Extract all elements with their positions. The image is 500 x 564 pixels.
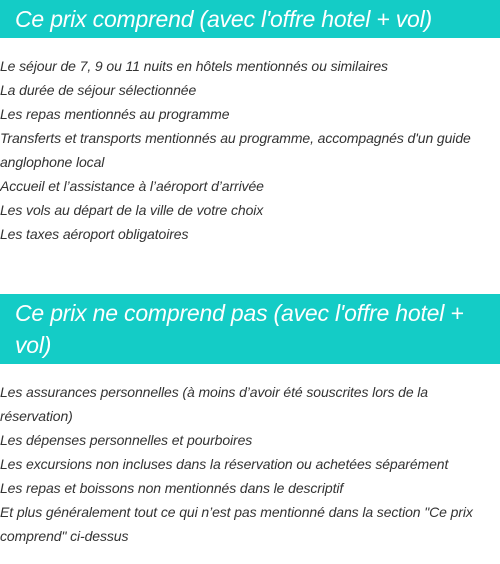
list-item: Les excursions non incluses dans la réservation ou achetées séparément <box>0 456 449 472</box>
included-section <box>0 0 500 246</box>
list-item: Accueil et l’assistance à l’aéroport d’arrivée <box>0 178 264 194</box>
list-item: Les vols au départ de la ville de votre choix <box>0 202 264 218</box>
excluded-section <box>0 294 500 548</box>
list-item: Les assurances personnelles (à moins d’avoir été souscrites lors de la réservation) <box>0 384 428 424</box>
excluded-list <box>0 364 500 548</box>
list-item: Les repas mentionnés au programme <box>0 106 230 122</box>
list-item: Les repas et boissons non mentionnés dans le descriptif <box>0 480 344 496</box>
list-item: La durée de séjour sélectionnée <box>0 82 197 98</box>
included-list <box>0 38 500 246</box>
list-item: Les dépenses personnelles et pourboires <box>0 432 253 448</box>
list-item: Les taxes aéroport obligatoires <box>0 226 189 242</box>
excluded-title: Ce prix ne comprend pas (avec l'offre hotel + vol) <box>0 294 500 364</box>
list-item: Et plus généralement tout ce qui n’est pas mentionné dans la section "Ce prix comprend" ci-dessus <box>0 504 473 544</box>
included-title: Ce prix comprend (avec l'offre hotel + vol) <box>0 0 500 38</box>
section-spacer <box>0 246 500 294</box>
list-item: Le séjour de 7, 9 ou 11 nuits en hôtels mentionnés ou similaires <box>0 58 388 74</box>
list-item: Transferts et transports mentionnés au programme, accompagnés d'un guide anglophone local <box>0 130 471 170</box>
